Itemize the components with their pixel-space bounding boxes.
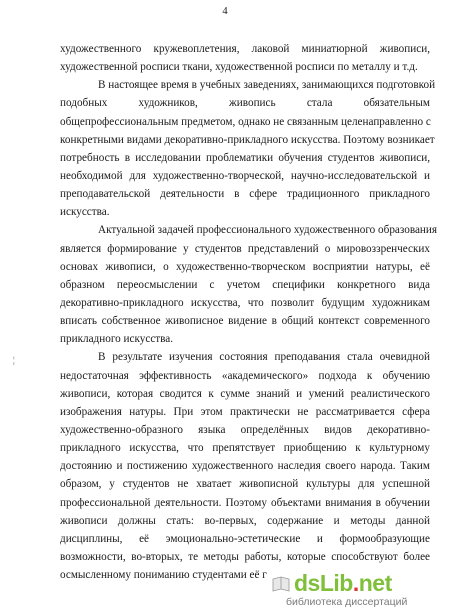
- text-line: искусства.: [60, 206, 110, 219]
- text-line: общепрофессиональным предметом, однако не связанным целенаправленно с: [60, 115, 431, 128]
- text-line: Актуальной задачей профессионального художественного образования: [98, 224, 438, 237]
- text-line: достоянию и постижению художественного наследия своего народа. Таким: [60, 460, 430, 473]
- text-line: живописи, которая сводится к сумме знаний и умений реалистического: [60, 387, 430, 400]
- text-line: конкретными видами декоративно-прикладного искусства. Поэтому возникает: [60, 133, 435, 146]
- text-line: художественного кружевоплетения, лаковой миниатюрной живописи,: [60, 43, 430, 55]
- text-line: образном переосмыслении с учетом специфики конкретного вида: [60, 278, 430, 291]
- text-line: прикладного искусства, что препятствует приобщению к культурному: [60, 442, 430, 455]
- text-line: необходимой для художественно-творческой, научно-исследовательской и: [60, 169, 430, 182]
- text-line: В настоящее время в учебных заведениях, занимающихся подготовкой: [98, 79, 436, 92]
- text-line: декоративно-прикладного искусства, что позволит будущим художникам: [60, 296, 430, 309]
- watermark-logo-dot: .: [352, 570, 359, 596]
- text-line: недостаточная эффективность «академического» подхода к обучению: [60, 369, 430, 382]
- watermark-logo: [294, 570, 392, 597]
- text-line: изображения натуры. При этом практически не рассматривается сфера: [60, 405, 430, 418]
- watermark-logo-tld: net: [358, 570, 392, 596]
- watermark: [286, 570, 436, 612]
- text-line: является формирование у студентов представлений о мировоззренческих: [60, 242, 430, 255]
- text-line: прикладного искусства.: [60, 333, 174, 346]
- text-line: В результате изучения состояния преподавания стала очевидной: [98, 351, 430, 364]
- text-line: художественно-образного языка определённых видов декоративно-: [60, 423, 430, 436]
- text-line: вписать собственное живописное видение в общий контекст современного: [60, 315, 430, 328]
- text-line: художественной росписи ткани, художественной росписи по металлу и т.д.: [60, 61, 418, 74]
- text-line: основах живописи, о художественно-творческом восприятии натуры, её: [60, 260, 430, 273]
- text-line: профессиональной деятельности. Поэтому объектами внимания в обучении: [60, 496, 430, 509]
- document-body: [60, 40, 438, 584]
- book-icon: [272, 576, 290, 592]
- margin-mark: ¦: [13, 355, 15, 365]
- text-line: преподавательской деятельности в сфере традиционного прикладного: [60, 188, 430, 201]
- text-line: возможности, во-вторых, те методы работы, которые способствуют более: [60, 550, 430, 563]
- text-line: живописи должны стать: во-первых, содержание и методы данной: [60, 514, 430, 527]
- watermark-caption: библиотека диссертаций: [286, 596, 408, 608]
- text-line: дисциплины, её эмоционально-эстетические и формообразующие: [60, 532, 430, 545]
- page-number: 4: [222, 6, 228, 17]
- watermark-logo-main: dsLib: [294, 570, 353, 596]
- text-line: осмысленному пониманию студентами её г: [60, 569, 267, 582]
- text-line: потребность в исследовании проблематики обучения студентов живописи,: [60, 151, 430, 164]
- text-line: образом, у студентов не хватает живописной культуры для успешной: [60, 478, 430, 491]
- text-line: подобных художников, живопись стала обязательным: [60, 97, 430, 110]
